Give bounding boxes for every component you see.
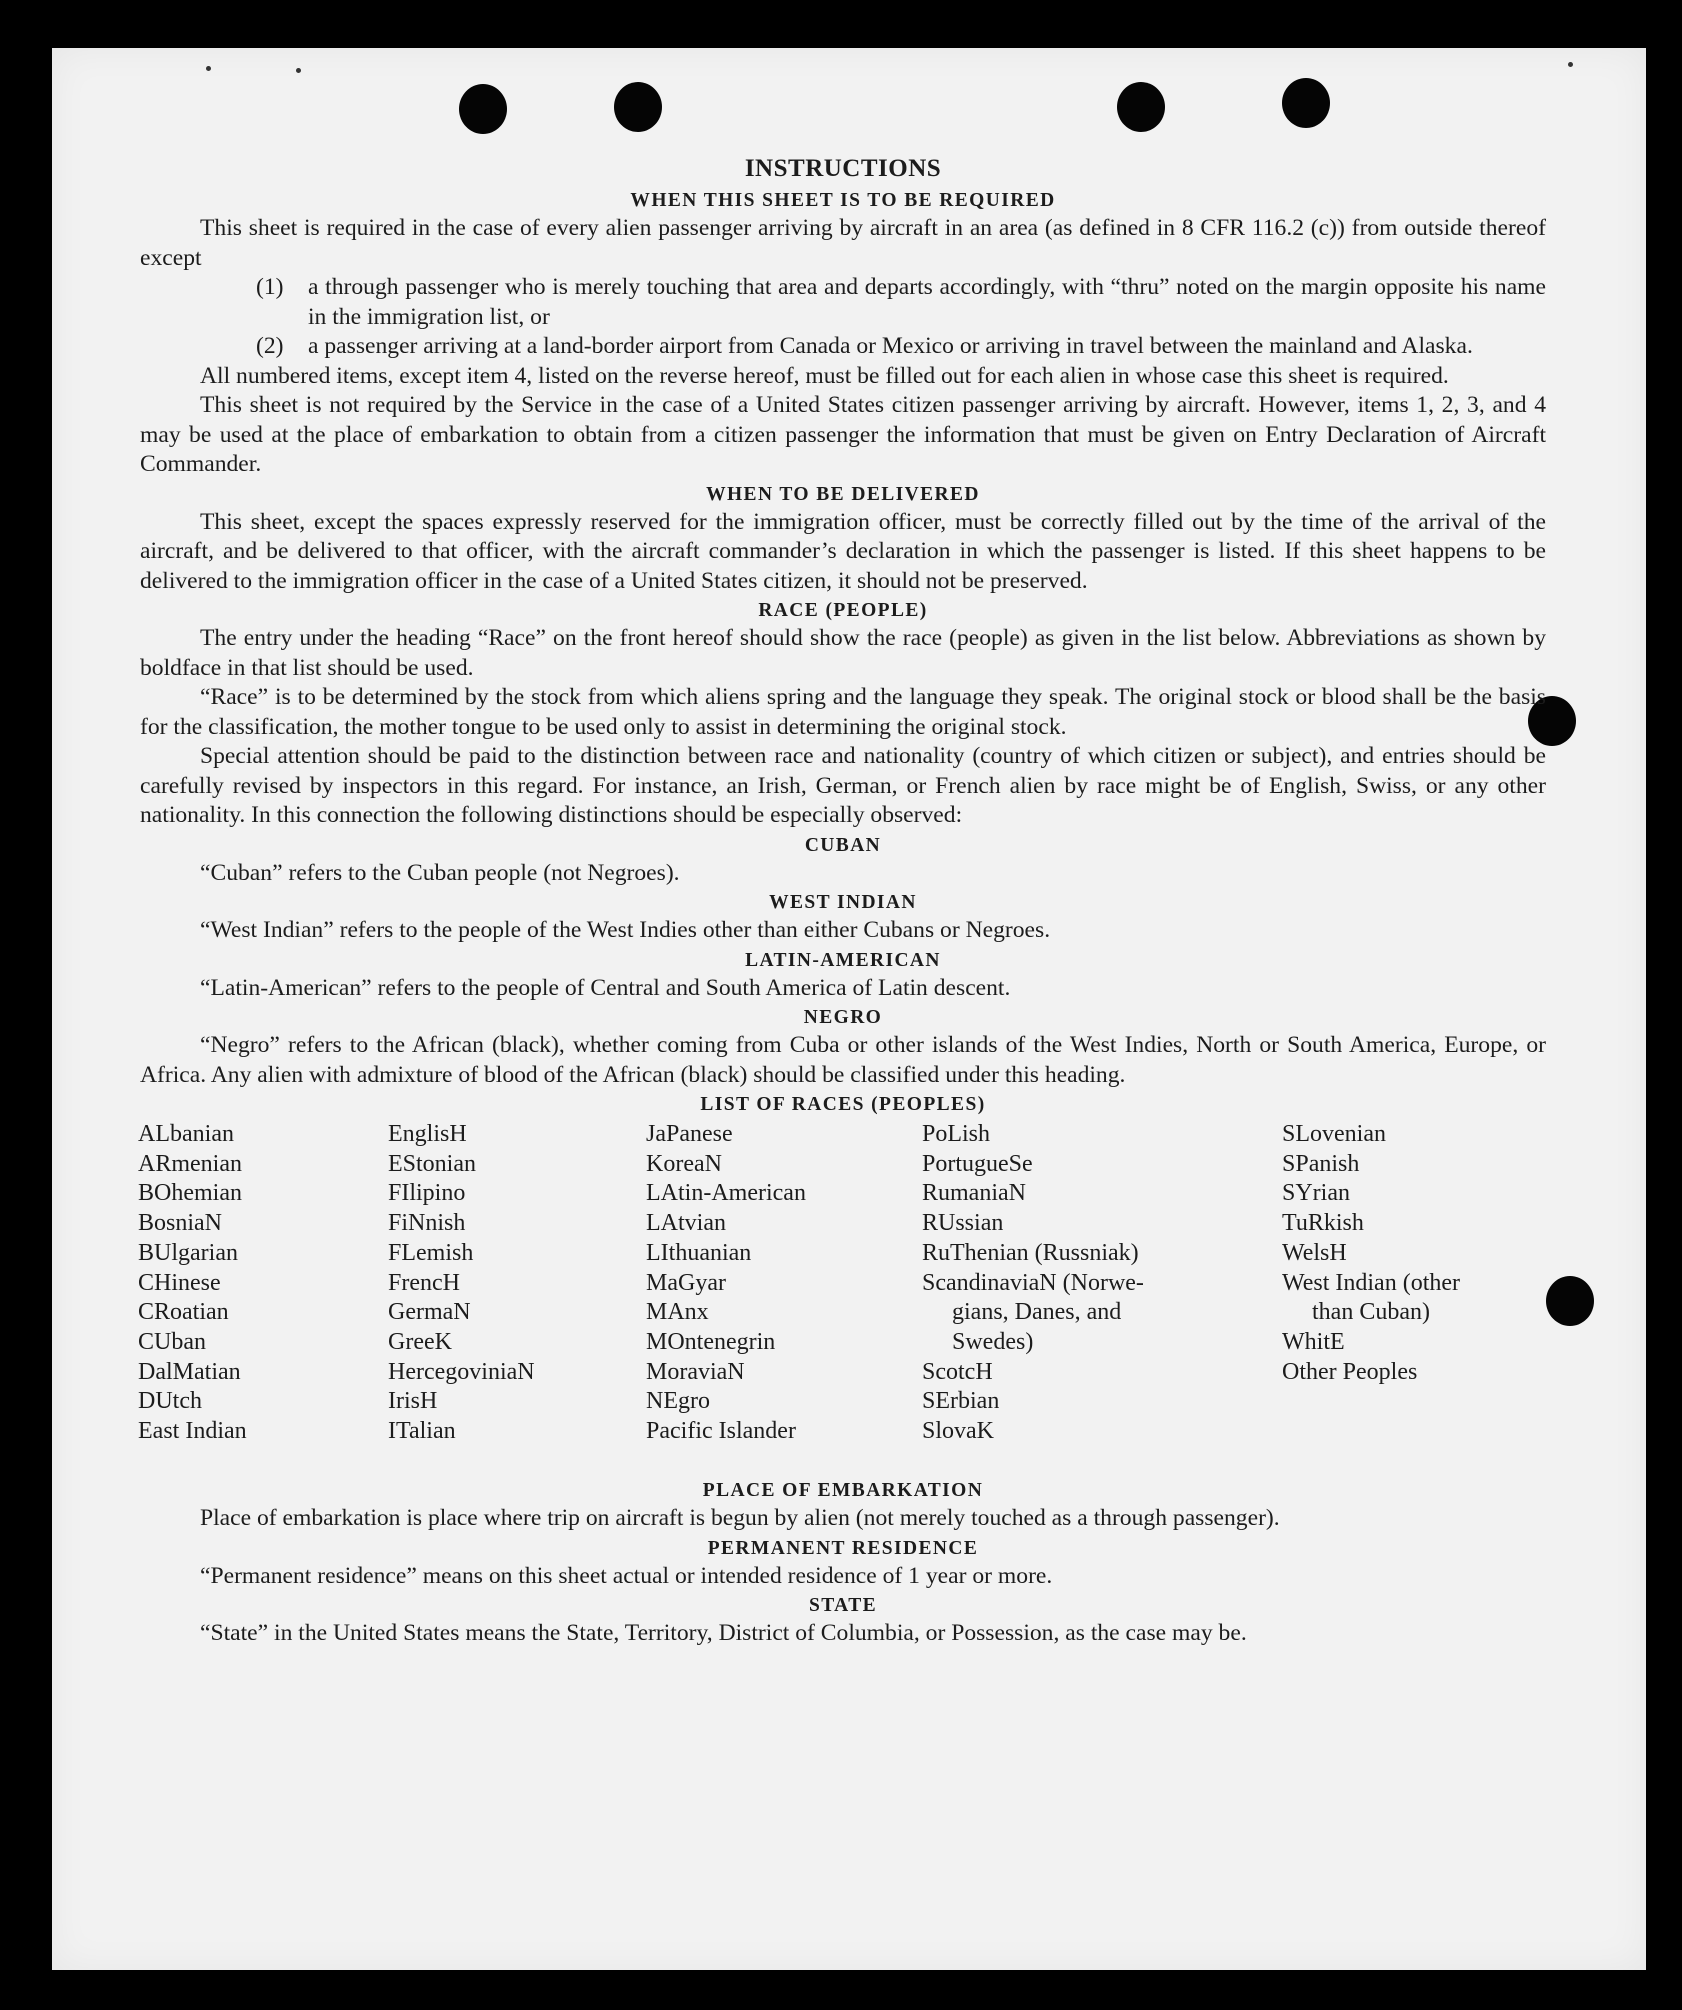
race-entry: JaPanese	[646, 1121, 733, 1147]
section-heading: WEST INDIAN	[769, 892, 917, 913]
paragraph: “Cuban” refers to the Cuban people (not Negroes).	[200, 859, 680, 886]
race-entry: WelsH	[1282, 1239, 1347, 1266]
race-entry: West Indian (other	[1282, 1269, 1461, 1296]
race-entry: ITalian	[388, 1418, 456, 1445]
list-item	[256, 273, 1546, 332]
item-text: a through passenger who is merely touching that area and departs accordingly, with “thru” noted on the margin opposite his name in the immigration list, or	[308, 274, 1546, 330]
section-heading: WHEN THIS SHEET IS TO BE REQUIRED	[630, 190, 1056, 211]
race-entry: ALbanian	[138, 1121, 234, 1147]
race-entry: SErbian	[922, 1388, 1000, 1415]
punch-hole	[1117, 82, 1165, 132]
race-entry: TuRkish	[1282, 1210, 1364, 1237]
race-entry: LAtin-American	[646, 1180, 806, 1207]
section-heading: RACE (PEOPLE)	[758, 600, 928, 621]
ink-speck	[296, 68, 301, 73]
race-entry: DalMatian	[138, 1358, 241, 1385]
race-entry: ScandinaviaN (Norwe-	[922, 1269, 1144, 1296]
races-column	[646, 1120, 806, 1447]
race-entry: FLemish	[388, 1239, 474, 1266]
paragraph: The entry under the heading “Race” on the front hereof should show the race (people) as given in the list below. Abbreviations as shown by boldface in that list should be used.	[140, 625, 1546, 681]
list-item	[256, 332, 1546, 362]
paragraph: Special attention should be paid to the distinction between race and nationality (country of which citizen or subject), and entries should be carefully revised by inspectors in this regard. For instance, an Irish, German, or French alien by race might be of English, Swiss, or any other nationality. In this connection the following distinctions should be especially observed:	[140, 743, 1546, 828]
paragraph: “Permanent residence” means on this sheet actual or intended residence of 1 year or more.	[200, 1562, 1053, 1589]
race-entry: SLovenian	[1282, 1121, 1386, 1147]
race-entry: FIlipino	[388, 1180, 466, 1207]
race-entry-continued: gians, Danes, and	[952, 1299, 1122, 1326]
race-entry: EnglisH	[388, 1121, 467, 1147]
races-column	[922, 1120, 1212, 1447]
races-list	[140, 1120, 1546, 1476]
race-entry: MaGyar	[646, 1269, 726, 1296]
race-entry: East Indian	[138, 1418, 247, 1445]
punch-hole	[614, 82, 662, 132]
race-entry: FiNnish	[388, 1210, 466, 1237]
ink-speck	[1568, 62, 1573, 67]
race-entry: CHinese	[138, 1269, 221, 1296]
race-entry: WhitE	[1282, 1328, 1345, 1355]
punch-hole	[459, 84, 507, 134]
section-heading: LIST OF RACES (PEOPLES)	[700, 1094, 986, 1115]
section-heading: NEGRO	[803, 1007, 883, 1028]
race-entry: LAtvian	[646, 1210, 726, 1237]
paragraph: This sheet, except the spaces expressly reserved for the immigration officer, must be correctly filled out by the time of the arrival of the aircraft, and be delivered to that officer, with the aircraft commander’s declaration in which the passenger is listed. If this sheet happens to be delivered to the immigration officer in the case of a United States citizen, it should not be preserved.	[140, 508, 1546, 594]
race-entry: MAnx	[646, 1299, 709, 1326]
race-entry: BosniaN	[138, 1210, 222, 1237]
races-column	[1282, 1120, 1460, 1387]
race-entry: SYrian	[1282, 1180, 1350, 1207]
paragraph: “Race” is to be determined by the stock from which aliens spring and the language they speak. The original stock or blood shall be the basis for the classification, the mother tongue to be used only to assist in determining the original stock.	[140, 684, 1546, 740]
item-number: (1)	[256, 274, 284, 300]
race-entry: NEgro	[646, 1388, 710, 1415]
paragraph: “Latin-American” refers to the people of Central and South America of Latin descent.	[200, 974, 1011, 1001]
race-entry: ARmenian	[138, 1150, 242, 1177]
instructions-content	[140, 152, 1546, 1649]
section-heading: STATE	[808, 1595, 878, 1616]
paragraph: Place of embarkation is place where trip on aircraft is begun by alien (not merely touched as a through passenger).	[200, 1505, 1280, 1531]
race-entry: SPanish	[1282, 1150, 1360, 1177]
paragraph: “Negro” refers to the African (black), whether coming from Cuba or other islands of the West Indies, North or South America, Europe, or Africa. Any alien with admixture of blood of the African (black) should be classified under this heading.	[140, 1032, 1546, 1088]
race-entry: GermaN	[388, 1299, 471, 1326]
paragraph: All numbered items, except item 4, listed on the reverse hereof, must be filled out for each alien in whose case this sheet is required.	[200, 362, 1449, 389]
race-entry: GreeK	[388, 1328, 452, 1355]
item-number: (2)	[256, 333, 284, 359]
page-title: INSTRUCTIONS	[744, 155, 942, 182]
race-entry: Pacific Islander	[646, 1418, 796, 1445]
race-entry: RuThenian (Russniak)	[922, 1239, 1139, 1266]
race-entry: IrisH	[388, 1388, 438, 1415]
ink-speck	[206, 66, 211, 71]
races-column	[138, 1120, 247, 1447]
race-entry: FrencH	[388, 1269, 460, 1296]
paragraph: “West Indian” refers to the people of the West Indies other than either Cubans or Negroes.	[200, 917, 1051, 943]
section-heading: WHEN TO BE DELIVERED	[706, 483, 980, 505]
section-heading: PLACE OF EMBARKATION	[702, 1480, 984, 1501]
race-entry: MOntenegrin	[646, 1328, 776, 1355]
race-entry: DUtch	[138, 1388, 202, 1415]
race-entry: BUlgarian	[138, 1239, 238, 1266]
item-text: a passenger arriving at a land-border airport from Canada or Mexico or arriving in travel between the mainland and Alaska.	[308, 333, 1473, 359]
race-entry: PoLish	[922, 1121, 991, 1147]
race-entry: MoraviaN	[646, 1358, 745, 1385]
race-entry: CUban	[138, 1328, 206, 1355]
race-entry: KoreaN	[646, 1150, 722, 1177]
race-entry-continued: than Cuban)	[1312, 1299, 1430, 1326]
section-heading: PERMANENT RESIDENCE	[707, 1537, 979, 1559]
paragraph: This sheet is not required by the Service in the case of a United States citizen passenger arriving by aircraft. However, items 1, 2, 3, and 4 may be used at the place of embarkation to obtain from a citizen passenger the information that must be given on Entry Declaration of Aircraft Commander.	[140, 392, 1546, 477]
punch-hole	[1282, 78, 1330, 128]
race-entry: EStonian	[388, 1150, 476, 1177]
race-entry: Other Peoples	[1282, 1358, 1418, 1385]
paragraph: This sheet is required in the case of every alien passenger arriving by aircraft in an area (as defined in 8 CFR 116.2 (c)) from outside thereof except	[140, 215, 1546, 271]
race-entry: ScotcH	[922, 1358, 993, 1385]
document-page	[52, 48, 1646, 1970]
section-heading: CUBAN	[804, 834, 882, 856]
race-entry: BOhemian	[138, 1180, 242, 1207]
punch-hole	[1546, 1276, 1594, 1326]
race-entry: SlovaK	[922, 1418, 994, 1445]
race-entry: PortugueSe	[922, 1150, 1033, 1177]
race-entry: RUssian	[922, 1210, 1004, 1237]
paragraph: “State” in the United States means the State, Territory, District of Columbia, or Possession, as the case may be.	[200, 1620, 1247, 1646]
race-entry: LIthuanian	[646, 1239, 752, 1266]
race-entry-continued: Swedes)	[952, 1328, 1034, 1355]
races-column	[388, 1120, 535, 1447]
race-entry: RumaniaN	[922, 1180, 1026, 1207]
race-entry: CRoatian	[138, 1299, 229, 1326]
race-entry: HercegoviniaN	[388, 1358, 535, 1385]
section-heading: LATIN-AMERICAN	[745, 949, 941, 971]
